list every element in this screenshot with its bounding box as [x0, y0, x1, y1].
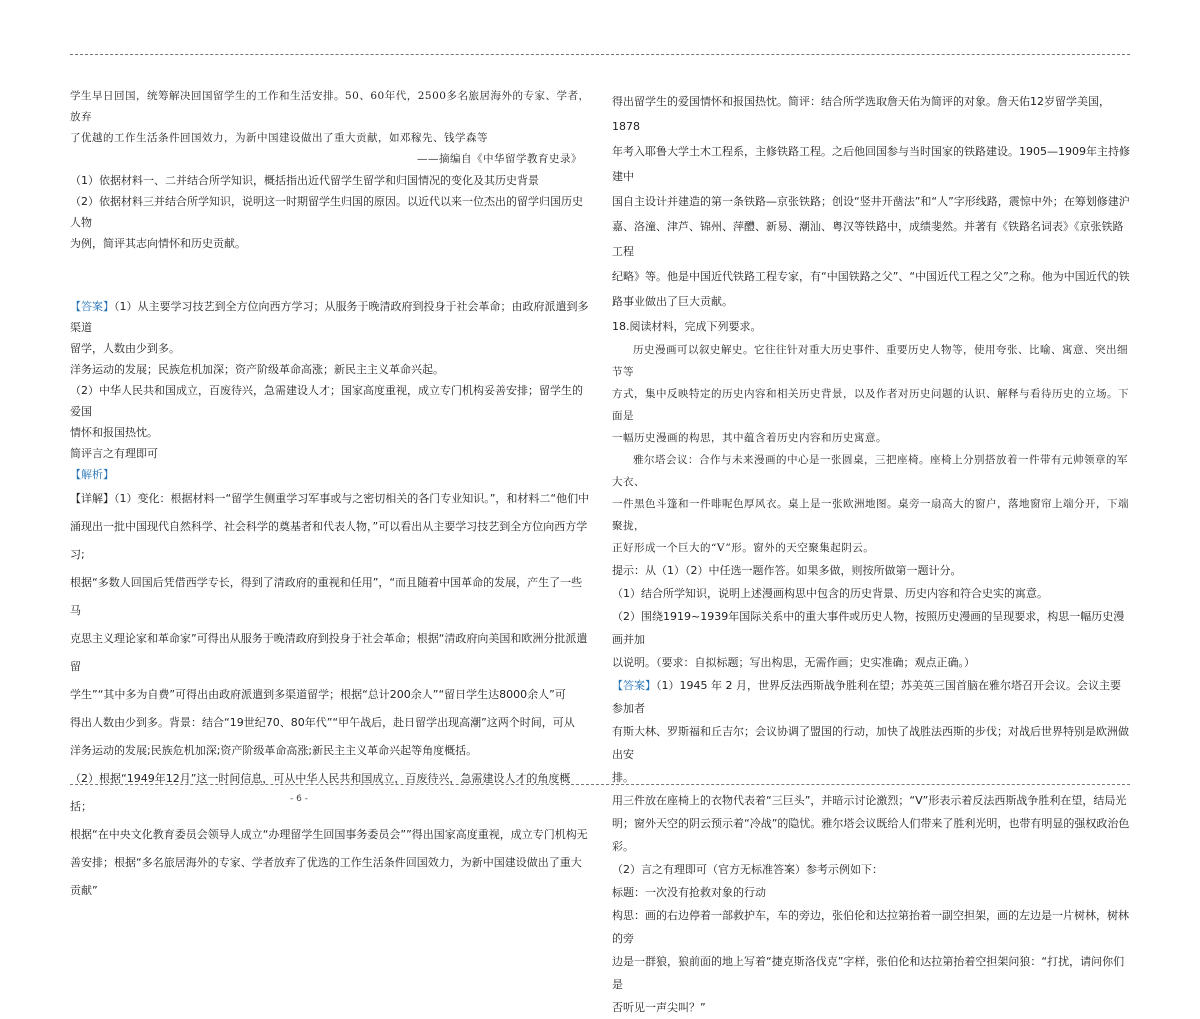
answer-line: 年考入耶鲁大学土木工程系，主修铁路工程。之后他回国参与当时国家的铁路建设。1905—1909年主持修建中 — [612, 145, 1130, 183]
answer-line: 国自主设计并建造的第一条铁路—京张铁路；创设“竖井开凿法”和“人”字形线路，震惊中外；在筹划修建沪 — [612, 195, 1130, 208]
detail-line: 洋务运动的发展;民族危机加深;资产阶级革命高涨;新民主主义革命兴起等角度概括。 — [70, 744, 478, 757]
answer-line — [70, 296, 590, 338]
detail-line: 根据“在中央文化教育委员会领导人成立“办理留学生回国事务委员会””得出国家高度重视，成立专门机构无 — [70, 828, 588, 841]
answer-text: （1）从主要学习技艺到全方位向西方学习；从服务于晚清政府到投身于社会革命；由政府派遣到多渠道 — [70, 300, 589, 334]
question-18: 18.阅读材料，完成下列要求。 — [612, 320, 762, 333]
detail-line: （2）根据“1949年12月”这一时间信息，可从中华人民共和国成立，百废待兴，急需建设人才的角度概括； — [70, 772, 571, 813]
answer-tag: 【答案】 — [70, 300, 114, 313]
answer-tag: 【答案】 — [612, 679, 656, 692]
detail-line: 得出人数由少到多。背景：结合“19世纪70、80年代”“甲午战后，赴日留学出现高潮”这两个时间，可从 — [70, 716, 575, 729]
answer-line: 嘉、洛潼、津芦、锦州、萍醴、新易、潮汕、粤汉等铁路中，成绩斐然。并著有《铁路名词表》《京张铁路工程 — [612, 220, 1124, 258]
question-2: （2）依据材料三并结合所学知识，说明这一时期留学生归国的原因。以近代以来一位杰出的留学归国历史人物 — [70, 195, 583, 229]
top-divider — [70, 54, 1130, 55]
answer-line: 路事业做出了巨大贡献。 — [612, 295, 733, 308]
detail-line: 根据“多数人回国后凭借西学专长，得到了清政府的重视和任用”，“而且随着中国革命的发展，产生了一些马 — [70, 576, 583, 617]
answer-line: 纪略》等。他是中国近代铁路工程专家，有“中国铁路之父”、“中国近代工程之父”之称。他为中国近代的铁 — [612, 270, 1130, 283]
question-2-cont: 以说明。（要求：自拟标题；写出构思，无需作画；史实准确；观点正确。） — [612, 656, 975, 669]
detail-tag: 【详解】 — [70, 492, 114, 505]
answer-line: 简评言之有理即可 — [70, 447, 158, 460]
question-2-cont: 为例，简评其志向情怀和历史贡献。 — [70, 237, 246, 250]
bottom-divider — [70, 784, 1130, 785]
material-text: 历史漫画可以叙史解史。它往往针对重大历史事件、重要历史人物等，使用夸张、比喻、寓意、突出细节等 — [612, 344, 1128, 378]
answer-line — [612, 674, 1130, 720]
answer-text: （1）1945 年 2 月，世界反法西斯战争胜利在望；苏美英三国首脑在雅尔塔召开会议。会议主要参加者 — [612, 679, 1121, 715]
detail-line: 涌现出一批中国现代自然科学、社会科学的奠基者和代表人物，”可以看出从主要学习技艺到全方位向西方学习; — [70, 520, 588, 561]
answer-line: 明；窗外天空的阴云预示着“冷战”的隐忧。雅尔塔会议既给人们带来了胜利光明，也带有明显的强权政治色彩。 — [612, 817, 1130, 853]
material-source: ——摘编自《中华留学教育史录》 — [417, 153, 582, 165]
detail-line: 克思主义理论家和革命家”可得出从服务于晚清政府到投身于社会革命；根据“清政府向美国和欧洲分批派遣留 — [70, 632, 588, 673]
detail-text: （1）变化：根据材料一“留学生侧重学习军事或与之密切相关的各门专业知识。”，和材料二“他们中 — [114, 492, 590, 505]
answer-line: 洋务运动的发展；民族危机加深；资产阶级革命高涨；新民主主义革命兴起。 — [70, 363, 444, 376]
material-text: 一幅历史漫画的构思，其中蕴含着历史内容和历史寓意。 — [612, 432, 887, 444]
answer-line: 构思：画的右边停着一部救护车，车的旁边，张伯伦和达拉第抬着一副空担架，画的左边是一片树林，树林的旁 — [612, 909, 1129, 945]
answer-line: 用三件放在座椅上的衣物代表着“三巨头”，并暗示讨论激烈；“V”形表示着反法西斯战争胜利在望，结局光 — [612, 794, 1127, 807]
tip-line: 提示：从（1）（2）中任选一题作答。如果多做，则按所做第一题计分。 — [612, 564, 962, 577]
answer-line: （2）言之有理即可（官方无标准答案）参考示例如下： — [612, 863, 883, 876]
material-text: 一件黑色斗篷和一件啡呢色厚风衣。桌上是一张欧洲地图。桌旁一扇高大的窗户，落地窗帘上端分开，下端聚拢， — [612, 498, 1129, 532]
answer-line: 情怀和报国热忱。 — [70, 426, 158, 439]
answer-line: 标题：一次没有抢救对象的行动 — [612, 886, 766, 899]
page-number: - 6 - — [290, 794, 308, 804]
answer-line: 排。 — [612, 771, 634, 784]
answer-line: 留学，人数由少到多。 — [70, 342, 180, 355]
material-text: 了优越的工作生活条件回国效力，为新中国建设做出了重大贡献，如邓稼先、钱学森等 — [70, 132, 488, 144]
answer-line: 边是一群狼，狼前面的地上写着“捷克斯洛伐克”字样，张伯伦和达拉第抬着空担架问狼：“打扰，请问你们是 — [612, 955, 1125, 991]
material-text: 正好形成一个巨大的“V”形。窗外的天空聚集起阴云。 — [612, 542, 875, 554]
right-column — [612, 86, 1130, 1019]
detail-line — [70, 485, 590, 513]
answer-line: 有斯大林、罗斯福和丘吉尔；会议协调了盟国的行动，加快了战胜法西斯的步伐；对战后世界特别是欧洲做出安 — [612, 725, 1129, 761]
answer-line: 得出留学生的爱国情怀和报国热忱。简评：结合所学选取詹天佑为简评的对象。詹天佑12岁留学美国，1878 — [612, 95, 1110, 133]
material-text: 雅尔塔会议：合作与未来漫画的中心是一张圆桌，三把座椅。座椅上分别搭放着一件带有元帅领章的军大衣、 — [612, 454, 1128, 488]
analysis-tag: 【解析】 — [70, 468, 114, 481]
material-text: 学生早日回国，统筹解决回国留学生的工作和生活安排。50、60年代，2500多名旅居海外的专家、学者，放弃 — [70, 90, 590, 123]
question-1: （1）依据材料一、二并结合所学知识，概括指出近代留学生留学和归国情况的变化及其历史背景 — [70, 174, 539, 187]
question-2: （2）围绕1919~1939年国际关系中的重大事件或历史人物，按照历史漫画的呈现要求，构思一幅历史漫画并加 — [612, 610, 1125, 646]
left-column — [70, 86, 590, 905]
question-1: （1）结合所学知识，说明上述漫画构思中包含的历史背景、历史内容和符合史实的寓意。 — [612, 587, 1048, 600]
detail-line: 学生”“其中多为自费”可得出由政府派遣到多渠道留学；根据“总计200余人”“留日学生达8000余人”可 — [70, 688, 566, 701]
detail-line: 善安排；根据“多名旅居海外的专家、学者放弃了优选的工作生活条件回国效力，为新中国建设做出了重大贡献” — [70, 856, 582, 897]
material-text: 方式，集中反映特定的历史内容和相关历史背景，以及作者对历史问题的认识、解释与看待历史的立场。下面是 — [612, 388, 1129, 422]
answer-line: （2）中华人民共和国成立，百废待兴，急需建设人才；国家高度重视，成立专门机构妥善安排；留学生的爱国 — [70, 384, 583, 418]
answer-line: 否听见一声尖叫？” — [612, 1001, 706, 1014]
